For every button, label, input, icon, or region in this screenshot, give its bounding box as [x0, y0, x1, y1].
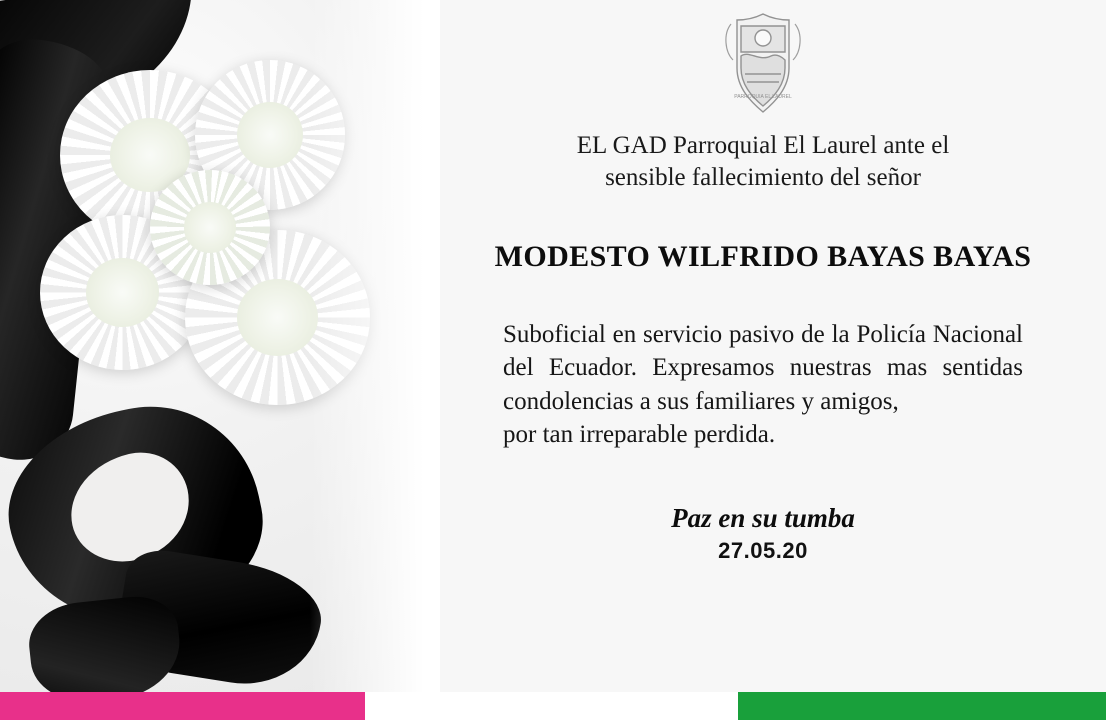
date-text: 27.05.20	[718, 538, 808, 563]
white-chrysanthemum-icon	[150, 170, 270, 285]
condolence-last-line: por tan irreparable perdida.	[503, 420, 776, 448]
intro-line-2: sensible fallecimiento del señor	[605, 164, 921, 191]
svg-text:PARROQUIA EL LAUREL: PARROQUIA EL LAUREL	[734, 94, 792, 100]
deceased-name: MODESTO WILFRIDO BAYAS BAYAS	[494, 240, 1032, 273]
ribbon-tail-second	[25, 592, 185, 692]
coat-of-arms-icon	[715, 8, 811, 120]
green-bar	[738, 692, 1106, 720]
farewell-text: Paz en su tumba	[671, 503, 855, 533]
mourning-photo	[0, 0, 440, 692]
intro-line-1: EL GAD Parroquial El Laurel ante el	[576, 132, 950, 159]
condolence-paragraph: Suboficial en servicio pasivo de la Policía Nacional del Ecuador. Expresamos nuestras mas sentidas condolencias a sus familiares y amigos,	[503, 321, 1023, 415]
magenta-bar	[0, 692, 365, 720]
footer-color-bars	[0, 692, 1106, 720]
obituary-content	[420, 0, 1106, 692]
intro-text	[483, 130, 1043, 194]
bar-gap	[365, 692, 738, 720]
condolence-text	[503, 318, 1023, 451]
